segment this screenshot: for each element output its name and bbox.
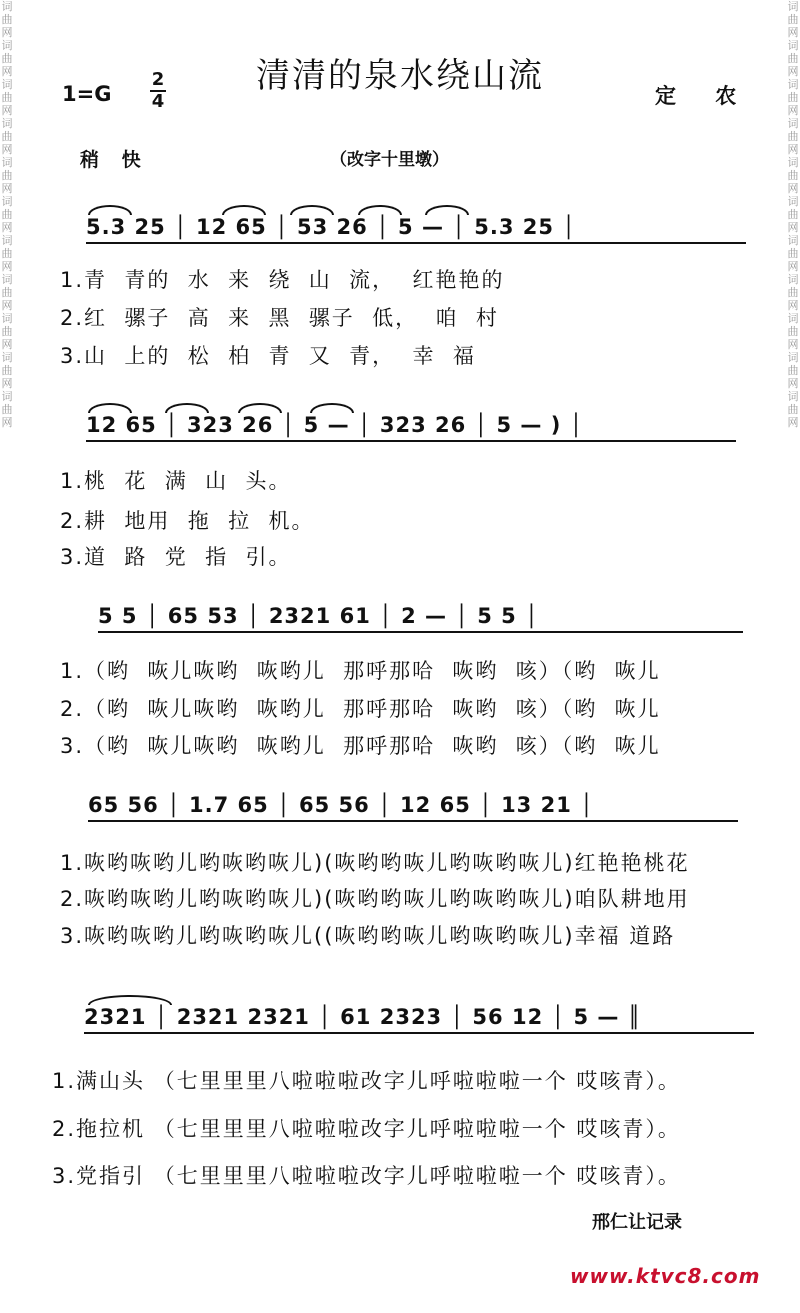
lyric-line: 1.咴哟咴哟儿哟咴哟咴儿)(咴哟哟咴儿哟咴哟咴儿)红艳艳桃花: [60, 851, 690, 875]
side-watermark-glyph: 词: [1, 78, 13, 91]
side-watermark-glyph: 曲: [1, 286, 13, 299]
side-watermark-glyph: 网: [1, 65, 13, 78]
side-watermark-glyph: 网: [1, 182, 13, 195]
side-watermark-glyph: 曲: [787, 52, 799, 65]
side-watermark-glyph: 网: [787, 338, 799, 351]
side-watermark-glyph: 词: [787, 273, 799, 286]
side-watermark-glyph: 网: [787, 65, 799, 78]
side-watermark-glyph: 词: [787, 312, 799, 325]
right-watermark-column: [786, 0, 800, 1313]
side-watermark-glyph: 网: [1, 104, 13, 117]
notation-row-2: 12 65 │ 323 26 │ 5 — │ 323 26 │ 5 — ) │: [86, 413, 584, 437]
side-watermark-glyph: 词: [1, 0, 13, 13]
side-watermark-glyph: 网: [787, 104, 799, 117]
side-watermark-glyph: 曲: [787, 130, 799, 143]
side-watermark-glyph: 词: [787, 195, 799, 208]
side-watermark-glyph: 网: [787, 26, 799, 39]
lyric-line: 3.（哟 咴儿咴哟 咴哟儿 那呼那哈 咴哟 咳）（哟 咴儿: [60, 734, 661, 758]
side-watermark-glyph: 词: [787, 390, 799, 403]
side-watermark-glyph: 词: [787, 78, 799, 91]
left-watermark-column: [0, 0, 14, 1313]
lyric-line: 1.（哟 咴儿咴哟 咴哟儿 那呼那哈 咴哟 咳）（哟 咴儿: [60, 659, 661, 683]
side-watermark-glyph: 词: [1, 117, 13, 130]
side-watermark-glyph: 曲: [1, 91, 13, 104]
lyric-line: 3.道 路 党 指 引。: [60, 545, 292, 569]
side-watermark-glyph: 曲: [787, 286, 799, 299]
side-watermark-glyph: 词: [1, 195, 13, 208]
lyric-line: 1.满山头 （七里里里八啦啦啦改字儿呼啦啦啦一个 哎咳青）。: [52, 1069, 681, 1093]
side-watermark-glyph: 词: [1, 390, 13, 403]
side-watermark-glyph: 网: [787, 377, 799, 390]
notation-row-3: 5 5 │ 65 53 │ 2321 61 │ 2 — │ 5 5 │: [98, 604, 539, 628]
lyric-line: 2.耕 地用 拖 拉 机。: [60, 509, 315, 533]
side-watermark-glyph: 词: [1, 39, 13, 52]
lyric-line: 1.青 青的 水 来 绕 山 流， 红艳艳的: [60, 268, 505, 292]
side-watermark-glyph: 网: [787, 416, 799, 429]
side-watermark-glyph: 网: [787, 221, 799, 234]
side-watermark-glyph: 曲: [1, 364, 13, 377]
side-watermark-glyph: 曲: [1, 325, 13, 338]
author: 定 农: [655, 84, 753, 108]
time-sig-top: 2: [151, 69, 165, 90]
side-watermark-glyph: 词: [787, 156, 799, 169]
side-watermark-glyph: 曲: [1, 403, 13, 416]
side-watermark-glyph: 网: [1, 299, 13, 312]
side-watermark-glyph: 曲: [787, 91, 799, 104]
side-watermark-glyph: 网: [1, 338, 13, 351]
lyric-line: 2.拖拉机 （七里里里八啦啦啦改字儿呼啦啦啦一个 哎咳青）。: [52, 1117, 681, 1141]
side-watermark-glyph: 曲: [787, 13, 799, 26]
lyric-line: 3.山 上的 松 柏 青 又 青， 幸 福: [60, 344, 476, 368]
side-watermark-glyph: 词: [1, 351, 13, 364]
side-watermark-glyph: 词: [1, 156, 13, 169]
side-watermark-glyph: 词: [787, 0, 799, 13]
side-watermark-glyph: 词: [787, 351, 799, 364]
side-watermark-glyph: 网: [787, 182, 799, 195]
side-watermark-glyph: 曲: [1, 130, 13, 143]
side-watermark-glyph: 曲: [787, 169, 799, 182]
notation-row-4: 65 56 │ 1.7 65 │ 65 56 │ 12 65 │ 13 21 │: [88, 793, 594, 817]
time-sig-bottom: 4: [151, 91, 165, 112]
time-signature: [150, 70, 166, 112]
side-watermark-glyph: 曲: [787, 325, 799, 338]
side-watermark-glyph: 词: [1, 273, 13, 286]
lyric-line: 2.咴哟咴哟儿哟咴哟咴儿)(咴哟哟咴儿哟咴哟咴儿)咱队耕地用: [60, 887, 690, 911]
key-signature: 1=G: [62, 82, 112, 106]
side-watermark-glyph: 词: [787, 234, 799, 247]
side-watermark-glyph: 网: [1, 416, 13, 429]
side-watermark-glyph: 词: [787, 117, 799, 130]
notation-row-1: 5.3 25 │ 12 65 │ 53 26 │ 5 — │ 5.3 25 │: [86, 215, 576, 239]
side-watermark-glyph: 曲: [787, 403, 799, 416]
site-watermark: www.ktvc8.com: [570, 1264, 761, 1288]
side-watermark-glyph: 网: [1, 26, 13, 39]
transcriber-credit: 邢仁让记录: [592, 1212, 682, 1233]
notation-row-5: 2321 │ 2321 2321 │ 61 2323 │ 56 12 │ 5 — ║: [84, 1005, 642, 1029]
side-watermark-glyph: 网: [787, 260, 799, 273]
side-watermark-glyph: 网: [1, 221, 13, 234]
song-title: 清清的泉水绕山流: [256, 56, 544, 96]
side-watermark-glyph: 曲: [1, 247, 13, 260]
side-watermark-glyph: 网: [787, 299, 799, 312]
side-watermark-glyph: 曲: [1, 13, 13, 26]
lyric-line: 2.红 骡子 高 来 黑 骡子 低， 咱 村: [60, 306, 499, 330]
lyric-line: 1.桃 花 满 山 头。: [60, 469, 292, 493]
lyric-line: 2.（哟 咴儿咴哟 咴哟儿 那呼那哈 咴哟 咳）（哟 咴儿: [60, 697, 661, 721]
side-watermark-glyph: 曲: [787, 364, 799, 377]
lyric-line: 3.咴哟咴哟儿哟咴哟咴儿((咴哟哟咴儿哟咴哟咴儿)幸福 道路: [60, 924, 676, 948]
lyric-line: 3.党指引 （七里里里八啦啦啦改字儿呼啦啦啦一个 哎咳青）。: [52, 1164, 681, 1188]
side-watermark-glyph: 词: [1, 312, 13, 325]
side-watermark-glyph: 曲: [1, 52, 13, 65]
side-watermark-glyph: 网: [1, 260, 13, 273]
side-watermark-glyph: 词: [787, 39, 799, 52]
side-watermark-glyph: 曲: [1, 208, 13, 221]
side-watermark-glyph: 曲: [1, 169, 13, 182]
side-watermark-glyph: 曲: [787, 247, 799, 260]
subtitle: （改字十里墩）: [330, 150, 449, 170]
side-watermark-glyph: 网: [1, 377, 13, 390]
side-watermark-glyph: 网: [1, 143, 13, 156]
side-watermark-glyph: 网: [787, 143, 799, 156]
side-watermark-glyph: 曲: [787, 208, 799, 221]
side-watermark-glyph: 词: [1, 234, 13, 247]
tempo-marking: 稍 快: [80, 149, 149, 171]
